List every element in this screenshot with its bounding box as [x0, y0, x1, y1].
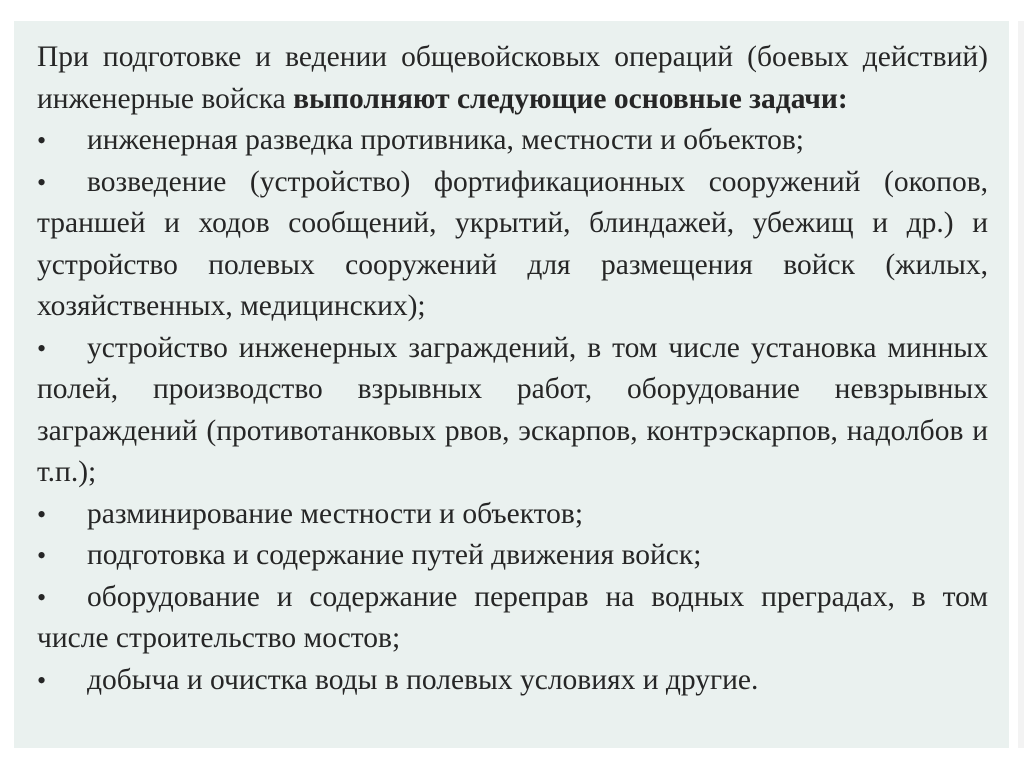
list-item-text: разминирование местности и объектов; — [87, 497, 584, 530]
intro-bold-text: выполняют следующие основные задачи: — [293, 82, 848, 115]
list-item — [37, 328, 988, 494]
list-item — [37, 577, 988, 660]
list-item-text: подготовка и содержание путей движения войск; — [87, 539, 702, 571]
bullet-icon: • — [37, 167, 47, 197]
intro-paragraph — [37, 37, 988, 120]
bullet-icon: • — [37, 541, 47, 570]
intro-text: При подготовке и ведении общевойсковых операций (боевых действий) инженерные войска — [37, 41, 988, 115]
bullet-icon: • — [37, 499, 47, 529]
list-item-text: возведение (устройство) фортификационных сооружений (окопов, траншей и ходов сообщений, укрытий, блиндажей, убежищ и др.) и устройство полевых сооружений для размещения войск (жилых, хозяйственных, медицинских); — [37, 165, 988, 322]
list-item — [37, 535, 988, 577]
bullet-icon: • — [37, 126, 47, 155]
list-item — [37, 494, 988, 536]
list-item — [37, 120, 988, 162]
list-item-text: устройство инженерных заграждений, в том числе установка минных полей, производство взрывных работ, оборудование невзрывных заграждений (противотанковых рвов, эскарпов, контрэскарпов, надолбов и т.п.); — [37, 331, 988, 488]
body-text — [37, 37, 988, 701]
list-item-text: добыча и очистка воды в полевых условиях и другие. — [87, 663, 759, 696]
list-item — [37, 660, 988, 702]
content-panel — [14, 21, 1009, 748]
slide-edge — [1018, 21, 1024, 748]
bullet-icon: • — [37, 665, 47, 695]
bullet-icon: • — [37, 582, 47, 612]
list-item — [37, 162, 988, 328]
bullet-icon: • — [37, 333, 47, 363]
list-item-text: инженерная разведка противника, местности и объектов; — [87, 124, 805, 156]
list-item-text: оборудование и содержание переправ на водных преградах, в том числе строительство мостов; — [37, 580, 988, 654]
